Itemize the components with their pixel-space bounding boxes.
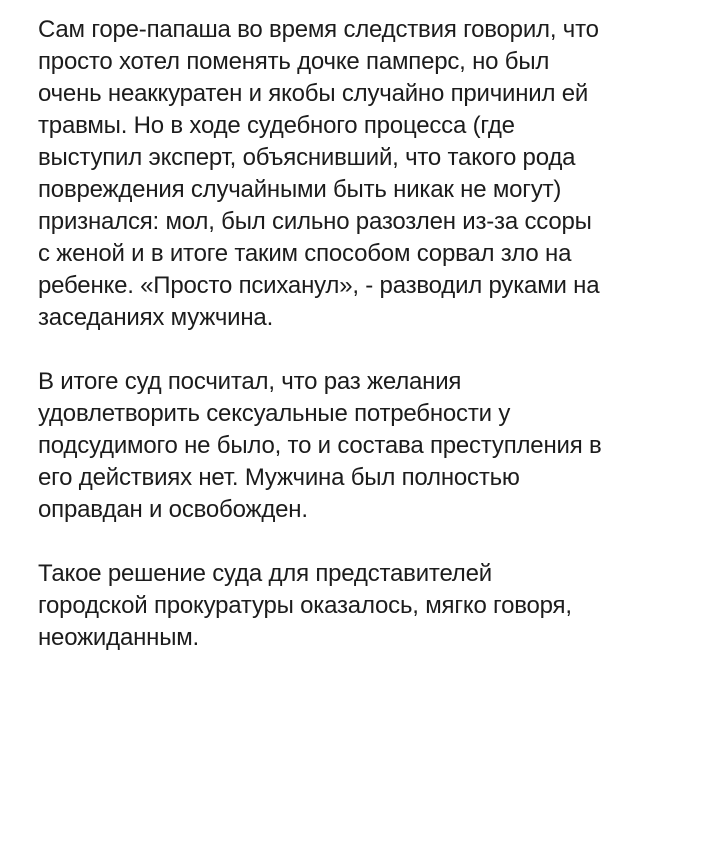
text-line: городской прокуратуры оказалось, мягко говоря, [38, 592, 572, 619]
text-line: с женой и в итоге таким способом сорвал зло на [38, 240, 572, 267]
text-line: ребенке. «Просто психанул», - разводил руками на [38, 272, 600, 299]
text-line: неожиданным. [38, 624, 200, 651]
paragraph-1 [38, 14, 699, 334]
text-line: выступил эксперт, объяснивший, что такого рода [38, 144, 576, 171]
paragraph-3 [38, 558, 699, 654]
text-line: просто хотел поменять дочке памперс, но был [38, 48, 550, 75]
text-line: подсудимого не было, то и состава преступления в [38, 432, 602, 459]
text-line: очень неаккуратен и якобы случайно причинил ей [38, 80, 589, 107]
text-line: удовлетворить сексуальные потребности у [38, 400, 511, 427]
text-line: признался: мол, был сильно разозлен из-за ссоры [38, 208, 592, 235]
text-line: Сам горе-папаша во время следствия говорил, что [38, 16, 599, 43]
text-line: его действиях нет. Мужчина был полностью [38, 464, 520, 491]
text-line: травмы. Но в ходе судебного процесса (где [38, 112, 515, 139]
paragraph-2 [38, 366, 699, 526]
text-line: В итоге суд посчитал, что раз желания [38, 368, 462, 395]
text-line: оправдан и освобожден. [38, 496, 308, 523]
text-line: Такое решение суда для представителей [38, 560, 492, 587]
text-line: повреждения случайными быть никак не могут) [38, 176, 562, 203]
text-line: заседаниях мужчина. [38, 304, 274, 331]
